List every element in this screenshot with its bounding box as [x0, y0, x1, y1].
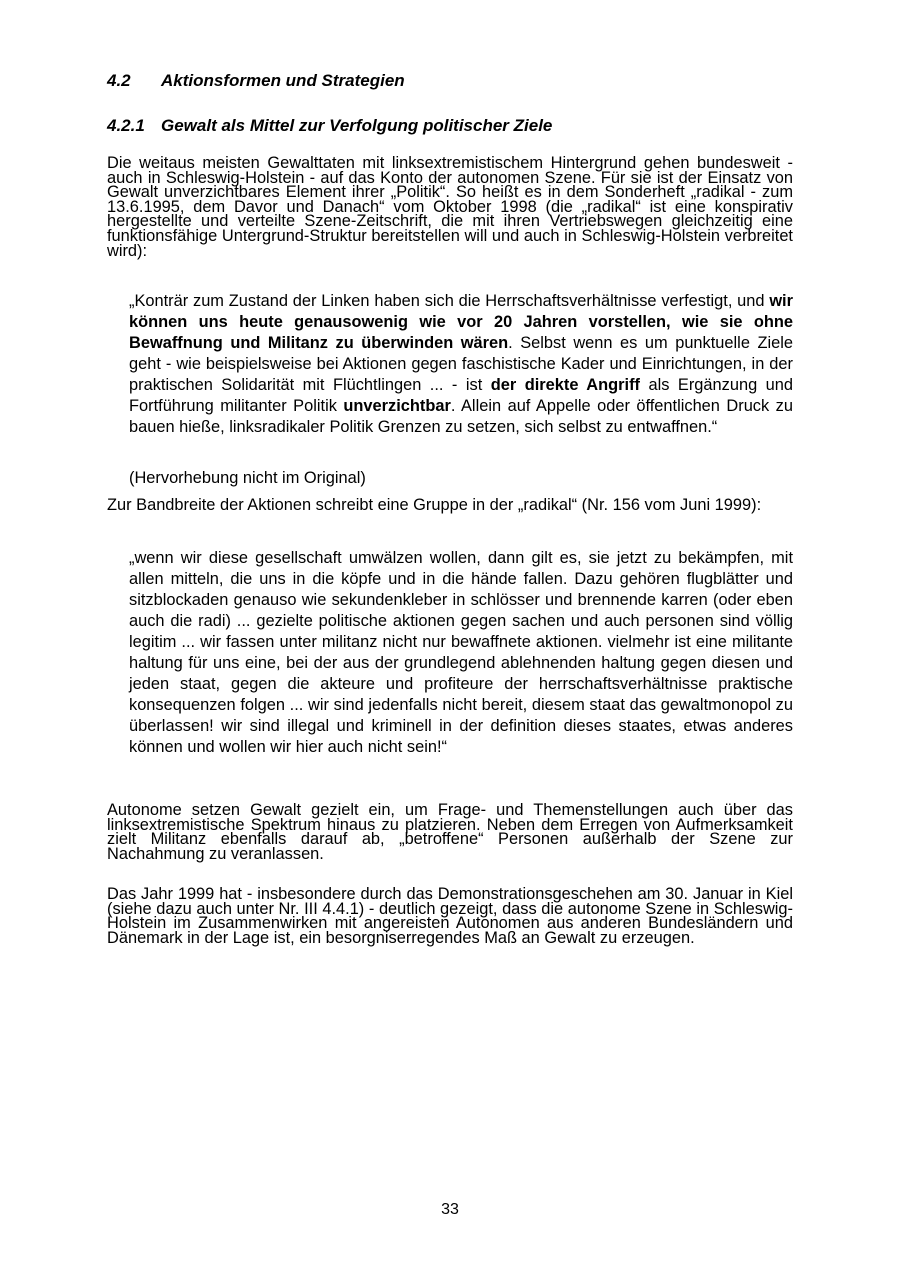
section-number: 4.2 — [107, 71, 131, 90]
kiel-1999-paragraph: Das Jahr 1999 hat - insbesondere durch das Demonstrationsgeschehen am 30. Januar in Kiel (siehe dazu auch unter Nr. III 4.4.1) - deutlich gezeigt, dass die autonome Szene in Schleswig-Holstein im Zusammenwirken mit angereisten Autonomen aus anderen Bundesländern und Dänemark in der Lage ist, ein besorgniserregendes Maß an Gewalt zu erzeugen. — [107, 885, 793, 947]
quote-emphasis: unverzichtbar — [343, 397, 451, 415]
quote-text: . Allein auf Appelle oder öffentlichen Druck zu bauen hieße, linksradikaler Politik Grenzen zu setzen, sich selbst zu entwaffnen.“ — [129, 397, 793, 436]
block-quote-radikal-1998 — [129, 291, 793, 438]
page-number: 33 — [441, 1201, 459, 1218]
emphasis-note: (Hervorhebung nicht im Original) — [129, 469, 366, 487]
subsection-title: Gewalt als Mittel zur Verfolgung politischer Ziele — [161, 116, 553, 135]
quote-emphasis: der direkte Angriff — [490, 376, 641, 394]
quote-text: „Konträr zum Zustand der Linken haben sich die Herrschaftsverhältnisse verfestigt, und — [129, 292, 770, 310]
quote-text: . Selbst wenn es um punktuelle Ziele geht - wie beispielsweise bei Aktionen gegen faschistische Kader und Einrichtungen, in der praktischen Solidarität mit Flüchtlingen ... - ist — [129, 334, 793, 394]
subsection-heading — [107, 116, 552, 136]
quote-emphasis: wir können uns heute genausowenig wie vor 20 Jahren vorstellen, wie sie ohne Bewaffnung und Militanz zu überwinden wären — [129, 292, 793, 352]
quote-text: als Ergänzung und Fortführung militanter Politik — [129, 376, 793, 415]
bandwidth-paragraph: Zur Bandbreite der Aktionen schreibt eine Gruppe in der „radikal“ (Nr. 156 vom Juni 1999): — [107, 496, 762, 514]
section-title: Aktionsformen und Strategien — [161, 71, 405, 90]
intro-paragraph: Die weitaus meisten Gewalttaten mit linksextremistischem Hintergrund gehen bundesweit - auch in Schleswig-Holstein - auf das Konto der autonomen Szene. Für sie ist der Einsatz von Gewalt unverzichtbares Element ihrer „Politik“. So heißt es in dem Sonderheft „radikal - zum 13.6.1995, dem Davor und Danach“ vom Oktober 1998 (die „radikal“ ist eine konspirativ hergestellte und verteilte Szene-Zeitschrift, die mit ihren Vertriebswegen gleichzeitig eine funktionsfähige Untergrund-Struktur bereitstellen will und auch in Schleswig-Holstein verbreitet wird): — [107, 154, 793, 260]
autonomous-violence-paragraph: Autonome setzen Gewalt gezielt ein, um Frage- und Themenstellungen auch über das linksextremistische Spektrum hinaus zu platzieren. Neben dem Erregen von Aufmerksamkeit zielt Militanz ebenfalls darauf ab, „betroffene“ Personen außerhalb der Szene zur Nachahmung zu veranlassen. — [107, 801, 793, 863]
section-heading — [107, 71, 405, 91]
subsection-number: 4.2.1 — [107, 116, 145, 135]
block-quote-radikal-1999: „wenn wir diese gesellschaft umwälzen wollen, dann gilt es, sie jetzt zu bekämpfen, mit allen mitteln, die uns in die köpfe und in die hände fallen. Dazu gehören flugblätter und sitzblockaden genauso wie sekundenkleber in schlösser und brennende karren (oder eben auch die radi) ... gezielte politische aktionen gegen sachen und auch personen sind völlig legitim ... wir fassen unter militanz nicht nur bewaffnete aktionen. vielmehr ist eine militante haltung für uns eine, bei der aus der grundlegend ablehnenden haltung gegen diesen und jeden staat, gegen die akteure und profiteure der herrschaftsverhältnisse praktische konsequenzen folgen ... wir sind jedenfalls nicht bereit, diesem staat das gewaltmonopol zu überlassen! wir sind illegal und kriminell in der definition dieses staates, etwas anderes können und wollen wir hier auch nicht sein!“ — [129, 549, 793, 756]
